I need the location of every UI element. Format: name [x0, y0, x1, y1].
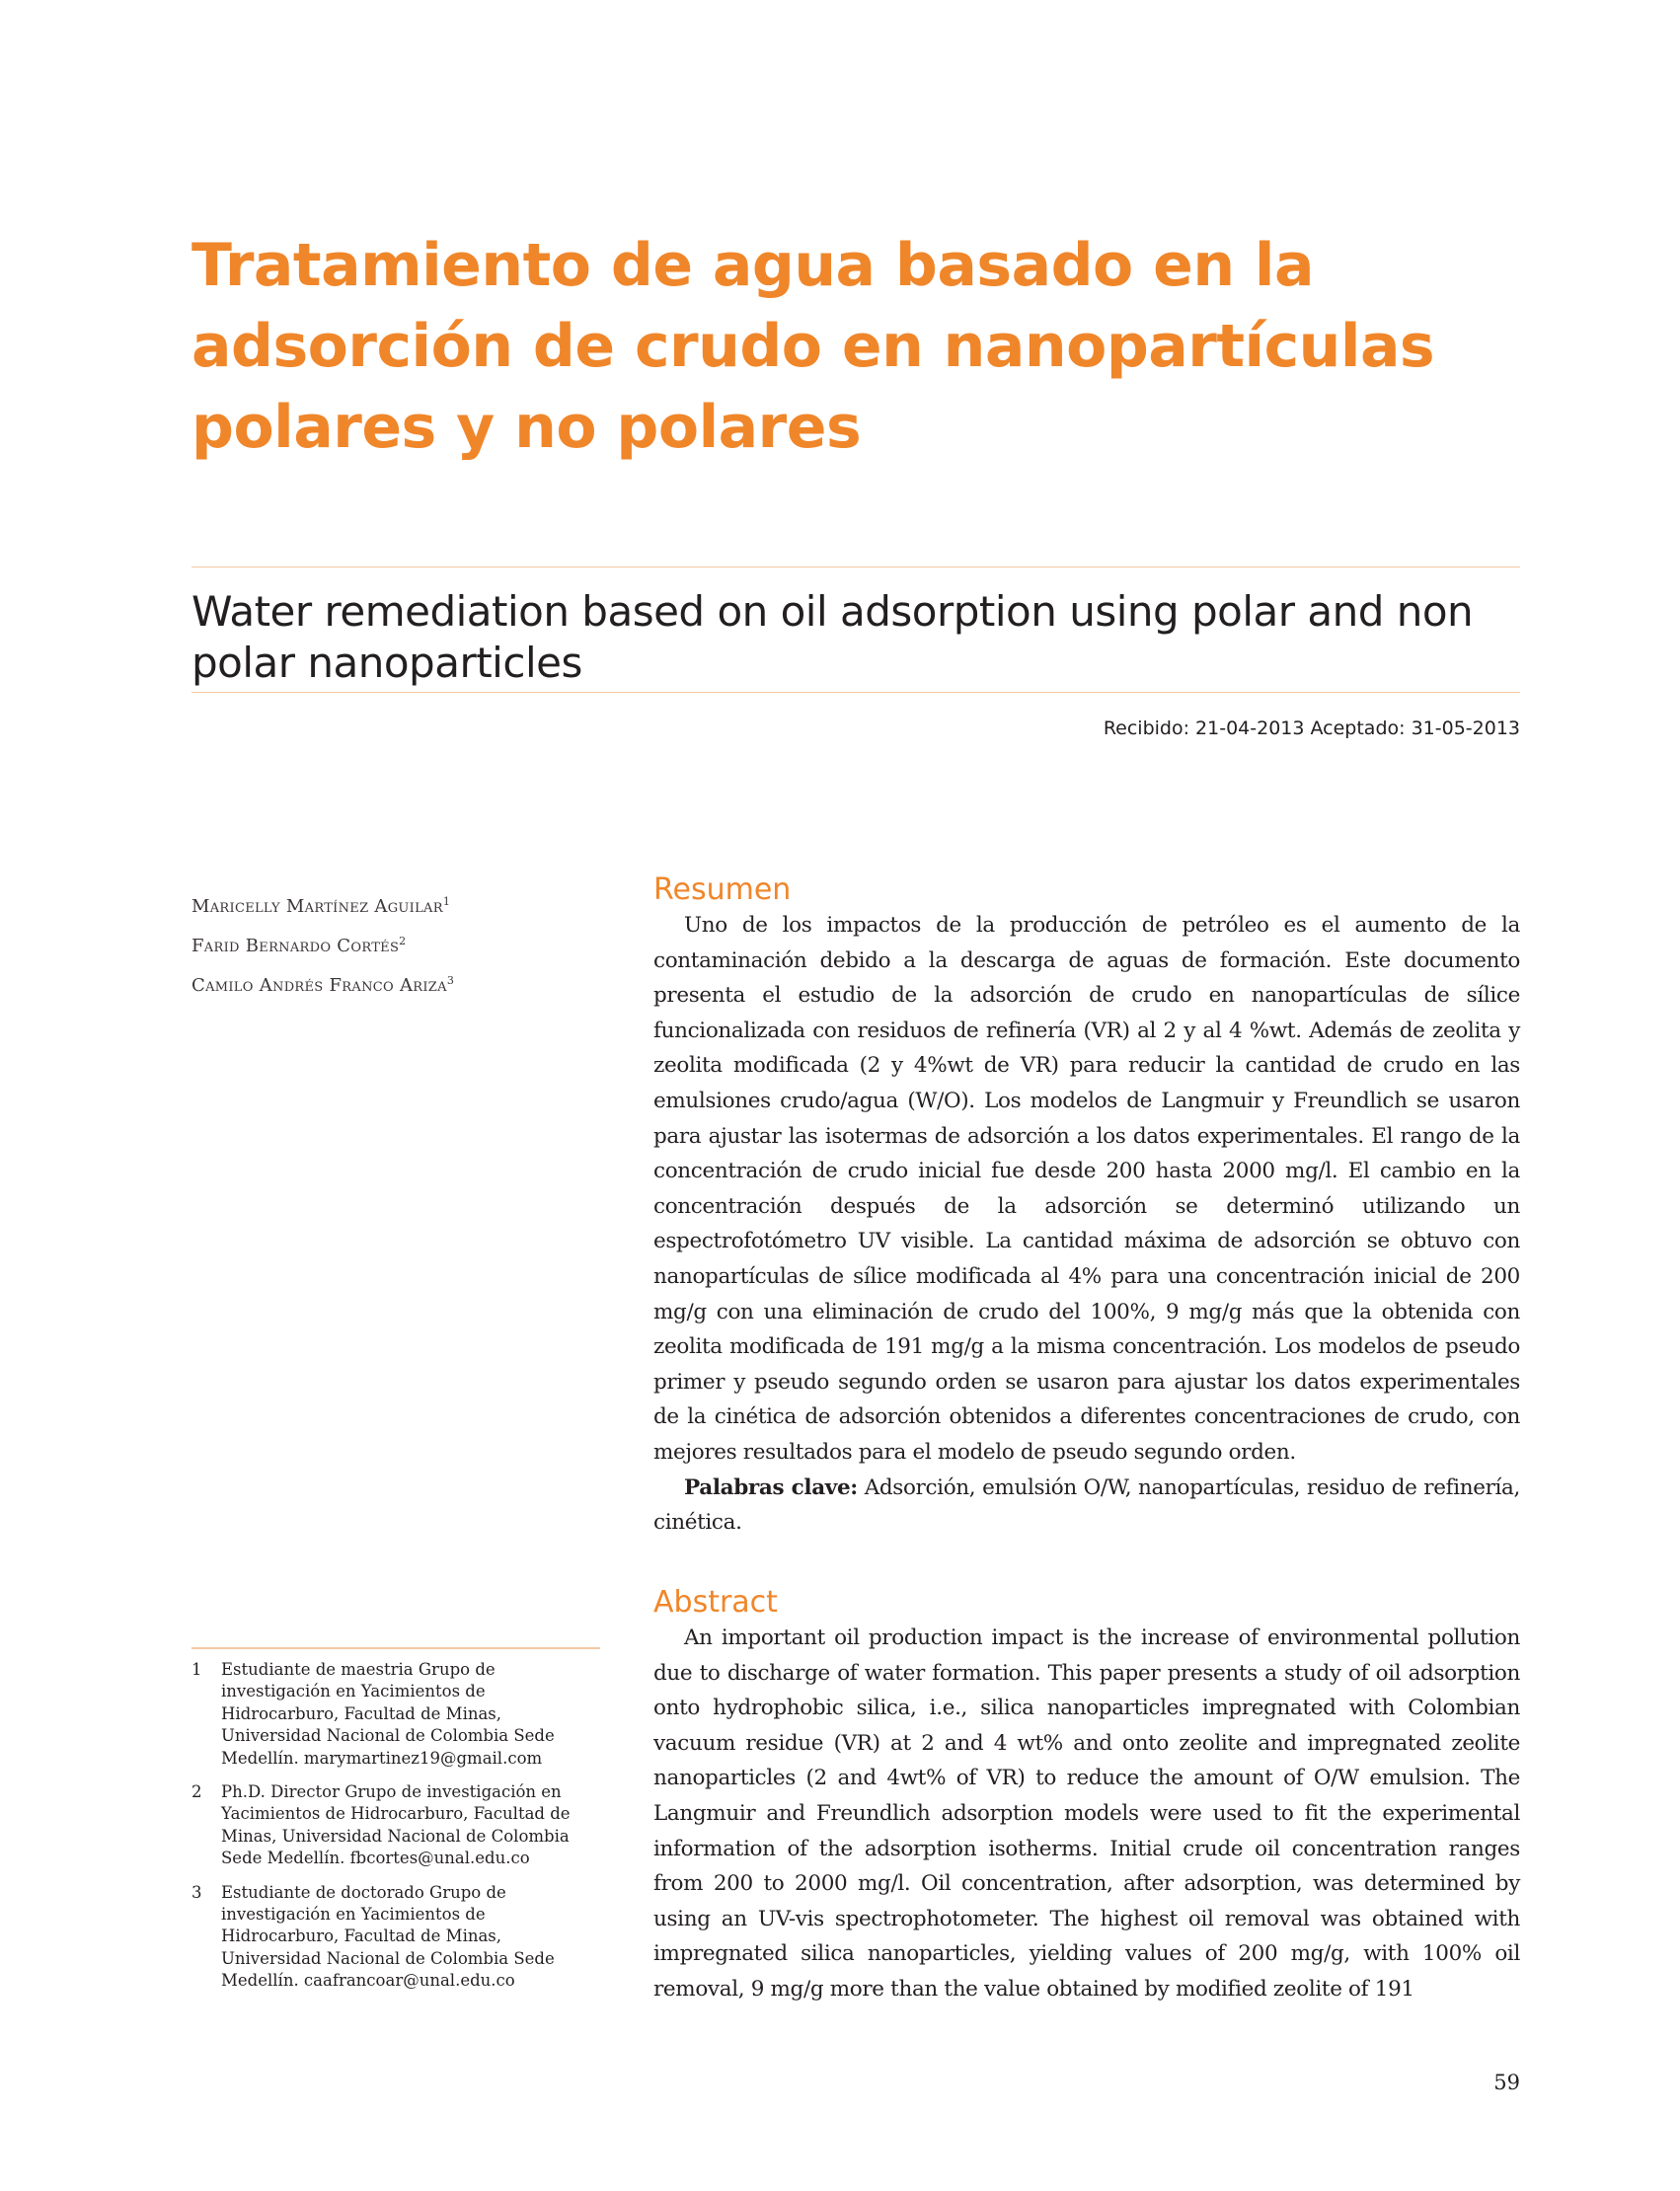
keywords: Palabras clave: Adsorción, emulsión O/W, nanopartículas, residuo de refinería, cinética. [653, 1474, 1521, 1536]
abstract-heading: Abstract [653, 1585, 778, 1620]
title-rule-bottom [191, 692, 1520, 693]
author-list [191, 884, 626, 1003]
resumen-heading: Resumen [653, 872, 792, 907]
resumen-text: Uno de los impactos de la producción de petróleo es el aumento de la contaminación debido a la descarga de aguas de formación. Este documento presenta el estudio de la adsorción de crudo en nanopartículas de sílice funcionalizada con residuos de refinería (VR) al 2 y al 4 %wt. Además de zeolita y zeolita modificada (2 y 4%wt de VR) para reducir la cantidad de crudo en las emulsiones crudo/agua (W/O). Los modelos de Langmuir y Freundlich se usaron para ajustar las isotermas de adsorción a los datos experimentales. El rango de la concentración de crudo inicial fue desde 200 hasta 2000 mg/l. El cambio en la concentración después de la adsorción se determinó utilizando un espectrofotómetro UV visible. La cantidad máxima de adsorción se obtuvo con nanopartículas de sílice modificada al 4% para una concentración inicial de 200 mg/g con una eliminación de crudo del 100%, 9 mg/g más que la obtenida con zeolita modificada de 191 mg/g a la misma concentración. Los modelos de pseudo primer y pseudo segundo orden se usaron para ajustar los datos experimentales de la cinética de adsorción obtenidos a diferentes concentraciones de crudo, con mejores resultados para el modelo de pseudo segundo orden. [653, 913, 1520, 1465]
article-title: Tratamiento de agua basado en la adsorción de crudo en nanopartículas polares y no polares [191, 231, 1435, 462]
received-accepted-dates: Recibido: 21-04-2013 Aceptado: 31-05-2013 [1103, 718, 1520, 739]
abstract-section [653, 1585, 1520, 2007]
footnotes [191, 1659, 604, 2004]
author: Maricelly Martínez Aguilar$^1$ [191, 895, 451, 917]
footnote: 1 Estudiante de maestria Grupo de investigación en Yacimientos de Hidrocarburo, Facultad de Minas, Universidad Nacional de Colombia Sede Medellín. marymartinez19@gmail.com [191, 1660, 555, 1768]
footnote-rule [191, 1647, 600, 1649]
author: Farid Bernardo Cortés$^2$ [191, 935, 407, 956]
author: Camilo Andrés Franco Ariza$^3$ [191, 974, 455, 996]
footnote: 3 Estudiante de doctorado Grupo de investigación en Yacimientos de Hidrocarburo, Facultad de Minas, Universidad Nacional de Colombia Sede Medellín. caafrancoar@unal.edu.co [191, 1882, 555, 1991]
abstract-text: An important oil production impact is the increase of environmental pollution due to discharge of water formation. This paper presents a study of oil adsorption onto hydrophobic silica, i.e., silica nanoparticles impregnated with Colombian vacuum residue (VR) at 2 and 4 wt% and onto zeolite and impregnated zeolite nanoparticles (2 and 4wt% of VR) to reduce the amount of O/W emulsion. The Langmuir and Freundlich adsorption models were used to fit the experimental information of the adsorption isotherms. Initial crude oil concentration ranges from 200 to 2000 mg/l. Oil concentration, after adsorption, was determined by using an UV-vis spectrophotometer. The highest oil removal was obtained with impregnated silica nanoparticles, yielding values of 200 mg/g, with 100% oil removal, 9 mg/g more than the value obtained by modified zeolite of 191 [653, 1625, 1520, 2002]
footnote: 2 Ph.D. Director Grupo de investigación en Yacimientos de Hidrocarburo, Facultad de Minas, Universidad Nacional de Colombia Sede Medellín. fbcortes@unal.edu.co [191, 1782, 571, 1868]
page-number: 59 [1493, 2071, 1520, 2094]
article-subtitle: Water remediation based on oil adsorption using polar and non polar nanoparticles [191, 587, 1474, 687]
resumen-section [653, 872, 1520, 1541]
